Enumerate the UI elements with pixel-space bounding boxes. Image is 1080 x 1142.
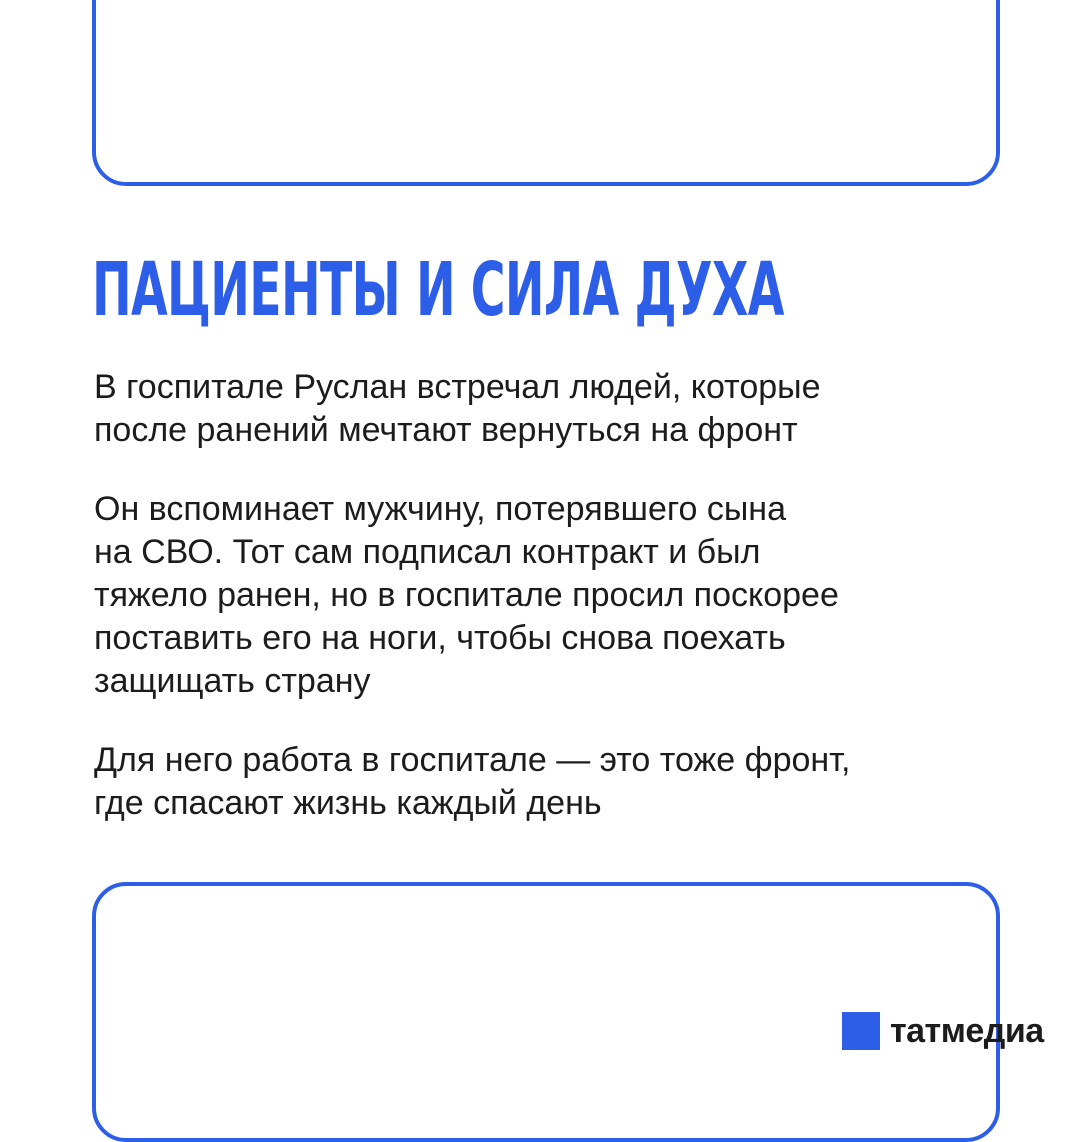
paragraph-line: Он вспоминает мужчину, потерявшего сына	[94, 490, 786, 528]
paragraph-line: В госпитале Руслан встречал людей, которые	[94, 368, 821, 406]
page-title: ПАЦИЕНТЫ И СИЛА ДУХА	[92, 247, 784, 333]
paragraph-line: поставить его на ноги, чтобы снова поехать	[94, 619, 786, 657]
paragraph-line: где спасают жизнь каждый день	[94, 784, 602, 822]
paragraph-line: защищать страну	[94, 662, 371, 700]
top-decorative-frame	[92, 0, 1000, 186]
brand-logo	[842, 1012, 1044, 1050]
article-body	[94, 366, 994, 861]
paragraph-2	[94, 488, 994, 703]
logo-text: татмедиа	[890, 1012, 1044, 1050]
paragraph-line: тяжело ранен, но в госпитале просил поскорее	[94, 576, 839, 614]
paragraph-line: Для него работа в госпитале — это тоже фронт,	[94, 741, 851, 779]
paragraph-3	[94, 739, 994, 825]
paragraph-line: после ранений мечтают вернуться на фронт	[94, 411, 798, 449]
paragraph-1	[94, 366, 994, 452]
paragraph-line: на СВО. Тот сам подписал контракт и был	[94, 533, 761, 571]
logo-square-icon	[842, 1012, 880, 1050]
